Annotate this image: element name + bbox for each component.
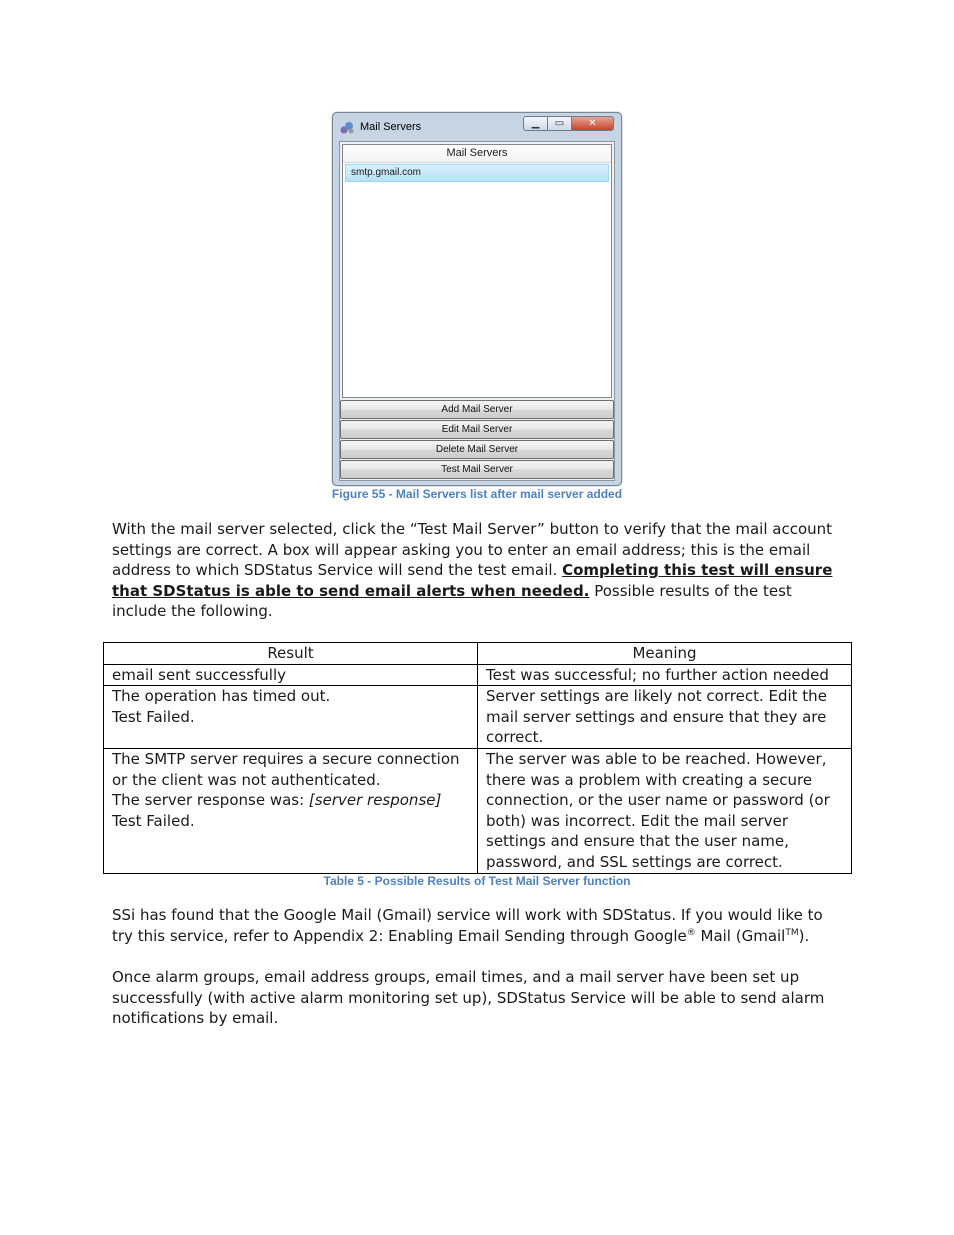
paragraph-test-mail-server — [112, 519, 842, 622]
results-table — [103, 642, 852, 874]
paragraph-text: ). — [798, 926, 810, 945]
list-column-header[interactable]: Mail Servers — [343, 145, 611, 163]
table-row — [104, 664, 852, 686]
figure-caption: Figure 55 - Mail Servers list after mail server added — [331, 487, 623, 501]
result-cell — [104, 686, 478, 749]
paragraph-summary: Once alarm groups, email address groups, email times, and a mail server have been set up successfully (with active alarm monitoring set up), SDStatus Service will be able to send alarm notifications by email. — [112, 968, 825, 1028]
delete-mail-server-button[interactable]: Delete Mail Server — [340, 440, 614, 459]
paragraph-text: Mail (Gmail — [695, 926, 786, 945]
app-icon — [340, 121, 354, 134]
maximize-icon: ▭ — [554, 118, 565, 129]
table-caption: Table 5 - Possible Results of Test Mail Server function — [323, 874, 631, 888]
table-row — [104, 686, 852, 749]
paragraph-text: Possible results of the test include the following. — [112, 581, 792, 621]
result-cell — [104, 664, 478, 686]
result-text: The operation has timed out. — [112, 687, 331, 706]
emphasis-text: Completing this test will ensure that SDStatus is able to send email alerts when needed. — [112, 561, 833, 600]
minimize-icon: ▁ — [531, 118, 540, 129]
result-text: Test Failed. — [112, 707, 195, 726]
window-client-area — [339, 141, 615, 481]
meaning-cell: Test was successful; no further action needed — [478, 664, 852, 686]
meaning-cell: Server settings are likely not correct. Edit the mail server settings and ensure that they are correct. — [478, 686, 852, 749]
result-text: Test Failed. — [112, 811, 195, 830]
meaning-cell: The server was able to be reached. However, there was a problem with creating a secure connection, or the user name or password (or both) was incorrect. Edit the mail server settings and ensure that the user name, password, and SSL settings are correct. — [478, 748, 852, 873]
maximize-button[interactable] — [547, 116, 572, 131]
paragraph-text: With the mail server selected, click the “Test Mail Server” button to verify that the mail account settings are correct. A box will appear asking you to enter an email address; this is the email address to which SDStatus Service will send the test email. — [112, 520, 833, 580]
minimize-button[interactable] — [523, 116, 548, 131]
edit-mail-server-button[interactable]: Edit Mail Server — [340, 420, 614, 439]
result-text-line — [112, 790, 469, 811]
result-cell — [104, 748, 478, 873]
table-row — [104, 748, 852, 873]
trademark-mark: TM — [785, 927, 799, 938]
mail-servers-window — [332, 112, 622, 486]
header-result: Result — [104, 643, 478, 665]
table-header-row — [104, 643, 852, 665]
result-text: The SMTP server requires a secure connection or the client was not authenticated. — [112, 749, 460, 789]
result-placeholder-text: [server response] — [308, 791, 442, 810]
add-mail-server-button[interactable]: Add Mail Server — [340, 400, 614, 419]
result-text: email sent successfully — [112, 665, 287, 684]
test-mail-server-button[interactable]: Test Mail Server — [340, 460, 614, 479]
list-item[interactable]: smtp.gmail.com — [345, 164, 609, 182]
close-button[interactable] — [571, 116, 614, 131]
window-title: Mail Servers — [360, 121, 422, 133]
window-titlebar[interactable] — [333, 113, 621, 141]
paragraph-gmail — [112, 905, 842, 946]
header-meaning: Meaning — [478, 643, 852, 665]
close-icon: ✕ — [588, 118, 597, 129]
registered-mark: ® — [686, 927, 696, 938]
mail-servers-list[interactable] — [342, 144, 612, 398]
result-text: The server response was: — [112, 791, 309, 810]
paragraph-text: SSi has found that the Google Mail (Gmail) service will work with SDStatus. If you would like to try this service, refer to Appendix 2: Enabling Email Sending through Google — [112, 906, 823, 945]
